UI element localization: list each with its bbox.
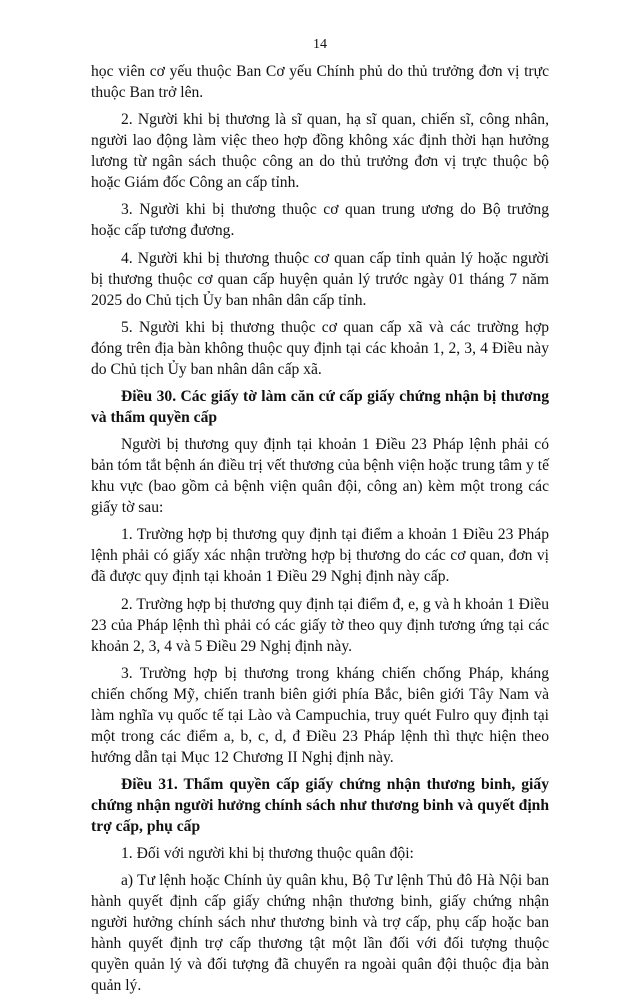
document-body — [91, 61, 549, 1002]
article-30-clause-1: 1. Trường hợp bị thương quy định tại điểm a khoản 1 Điều 23 Pháp lệnh phải có giấy xác nhận trường hợp bị thương do các cơ quan, đơn vị đã được quy định tại khoản 1 Điều 29 Nghị định này cấp. — [91, 526, 549, 586]
article-31-clause-1: 1. Đối với người khi bị thương thuộc quân đội: — [121, 845, 414, 863]
article-30-clause-3: 3. Trường hợp bị thương trong kháng chiến chống Pháp, kháng chiến chống Mỹ, chiến tranh biên giới phía Bắc, biên giới Tây Nam và làm nghĩa vụ quốc tế tại Lào và Campuchia, truy quét Fulro quy định tại một trong các điểm a, b, c, d, đ Điều 23 Pháp lệnh thì thực hiện theo hướng dẫn tại Mục 12 Chương II Nghị định này. — [91, 664, 549, 766]
paragraph-clause-4: 4. Người khi bị thương thuộc cơ quan cấp tỉnh quản lý hoặc người bị thương thuộc cơ quan cấp huyện quản lý trước ngày 01 tháng 7 năm 2025 do Chủ tịch Ủy ban nhân dân cấp tỉnh. — [91, 249, 549, 309]
article-31-heading: Điều 31. Thẩm quyền cấp giấy chứng nhận thương binh, giấy chứng nhận người hưởng chính sách như thương binh và quyết định trợ cấp, phụ cấp — [91, 775, 549, 835]
article-30-clause-2: 2. Trường hợp bị thương quy định tại điểm đ, e, g và h khoản 1 Điều 23 của Pháp lệnh thì phải có các giấy tờ theo quy định tương ứng tại các khoản 2, 3, 4 và 5 Điều 29 Nghị định này. — [91, 595, 549, 655]
article-30-heading: Điều 30. Các giấy tờ làm căn cứ cấp giấy chứng nhận bị thương và thẩm quyền cấp — [91, 387, 549, 426]
article-31-clause-1a: a) Tư lệnh hoặc Chính ủy quân khu, Bộ Tư lệnh Thủ đô Hà Nội ban hành quyết định cấp giấy chứng nhận thương binh, giấy chứng nhận người hưởng chính sách như thương binh và trợ cấp, phụ cấp hoặc ban hành quyết định trợ cấp thương tật một lần đối với đối tượng thuộc quyền quản lý và đối tượng đã chuyển ra ngoài quân đội thuộc địa bàn quản lý. — [91, 872, 549, 995]
article-30-intro: Người bị thương quy định tại khoản 1 Điều 23 Pháp lệnh phải có bản tóm tắt bệnh án điều trị vết thương của bệnh viện hoặc trung tâm y tế khu vực (bao gồm cả bệnh viện quân đội, công an) kèm một trong các giấy tờ sau: — [91, 436, 549, 517]
paragraph-continuation: học viên cơ yếu thuộc Ban Cơ yếu Chính phủ do thủ trưởng đơn vị trực thuộc Ban trở lên. — [91, 63, 549, 101]
paragraph-clause-2: 2. Người khi bị thương là sĩ quan, hạ sĩ quan, chiến sĩ, công nhân, người lao động làm việc theo hợp đồng không xác định thời hạn hưởng lương từ ngân sách thuộc công an do thủ trưởng đơn vị trực thuộc bộ hoặc Giám đốc Công an cấp tỉnh. — [91, 111, 549, 192]
page-number: 14 — [313, 37, 327, 52]
paragraph-clause-5: 5. Người khi bị thương thuộc cơ quan cấp xã và các trường hợp đóng trên địa bàn không thuộc quy định tại các khoản 1, 2, 3, 4 Điều này do Chủ tịch Ủy ban nhân dân cấp xã. — [91, 318, 549, 378]
paragraph-clause-3: 3. Người khi bị thương thuộc cơ quan trung ương do Bộ trưởng hoặc cấp tương đương. — [91, 201, 549, 240]
